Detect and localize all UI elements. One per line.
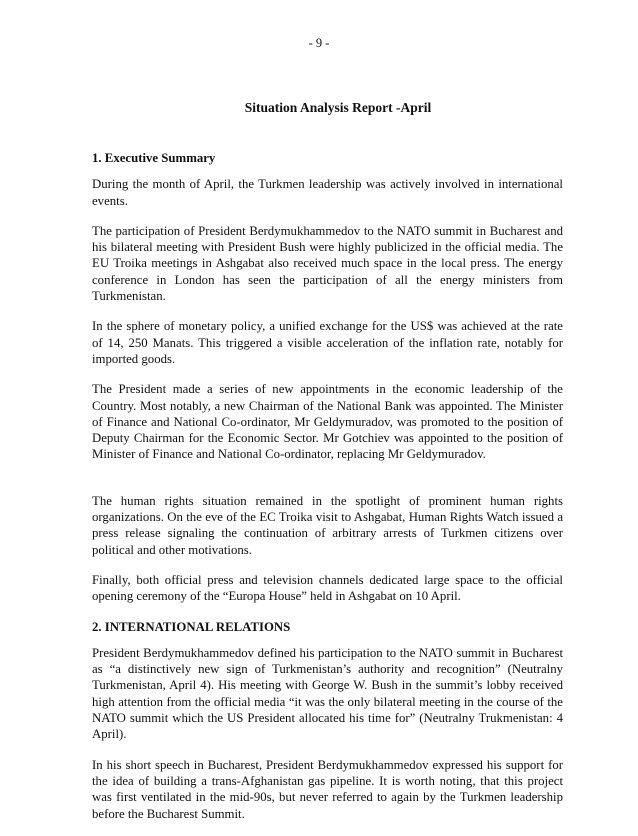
section-international-relations (92, 619, 563, 822)
page-number: - 9 - (308, 36, 330, 50)
paragraph: The participation of President Berdymukhammedov to the NATO summit in Bucharest and his bilateral meeting with President Bush were highly publicized in the official media. The EU Troika meetings in Ashgabat also received much space in the local press. The energy conference in London has seen the participation of all the energy ministers from Turkmenistan. (92, 223, 563, 304)
paragraph: The President made a series of new appointments in the economic leadership of the Country. Most notably, a new Chairman of the National Bank was appointed. The Minister of Finance and National Co-ordinator, Mr Geldymuradov, was promoted to the position of Deputy Chairman for the Economic Sector. Mr Gotchiev was appointed to the position of Minister of Finance and National Co-ordinator, replacing Mr Geldymuradov. (92, 382, 563, 462)
document-body (92, 150, 563, 836)
document-title: Situation Analysis Report -April (244, 100, 432, 115)
section-heading: 2. INTERNATIONAL RELATIONS (92, 619, 291, 634)
paragraph: In the sphere of monetary policy, a unified exchange for the US$ was achieved at the rate of 14, 250 Manats. This triggered a visible acceleration of the inflation rate, notably for imported goods. (92, 319, 563, 366)
paragraph: Finally, both official press and television channels dedicated large space to the official opening ceremony of the “Europa House” held in Ashgabat on 10 April. (92, 572, 563, 604)
paragraph: President Berdymukhammedov defined his participation to the NATO summit in Bucharest as “a distinctively new sign of Turkmenistan’s authority and recognition” (Neutralny Turkmenistan, April 4). His meeting with George W. Bush in the summit’s lobby received high attention from the official media “it was the only bilateral meeting in the course of the NATO summit which the US President allocated his time for” (Neutralny Trukmenistan: 4 April). (92, 645, 563, 742)
paragraph: In his short speech in Bucharest, President Berdymukhammedov expressed his support for the idea of building a trans-Afghanistan gas pipeline. It is worth noting, that this project was first ventilated in the mid-90s, but never referred to again by the Turkmen leadership before the Bucharest Summit. (92, 757, 563, 821)
paragraph: The human rights situation remained in the spotlight of prominent human rights organizations. On the eve of the EC Troika visit to Ashgabat, Human Rights Watch issued a press release signaling the continuation of arbitrary arrests of Turkmen citizens over political and other motivations. (92, 493, 563, 557)
section-heading: 1. Executive Summary (92, 151, 216, 165)
section-executive-summary (92, 150, 563, 605)
paragraph: During the month of April, the Turkmen leadership was actively involved in international events. (92, 177, 563, 208)
